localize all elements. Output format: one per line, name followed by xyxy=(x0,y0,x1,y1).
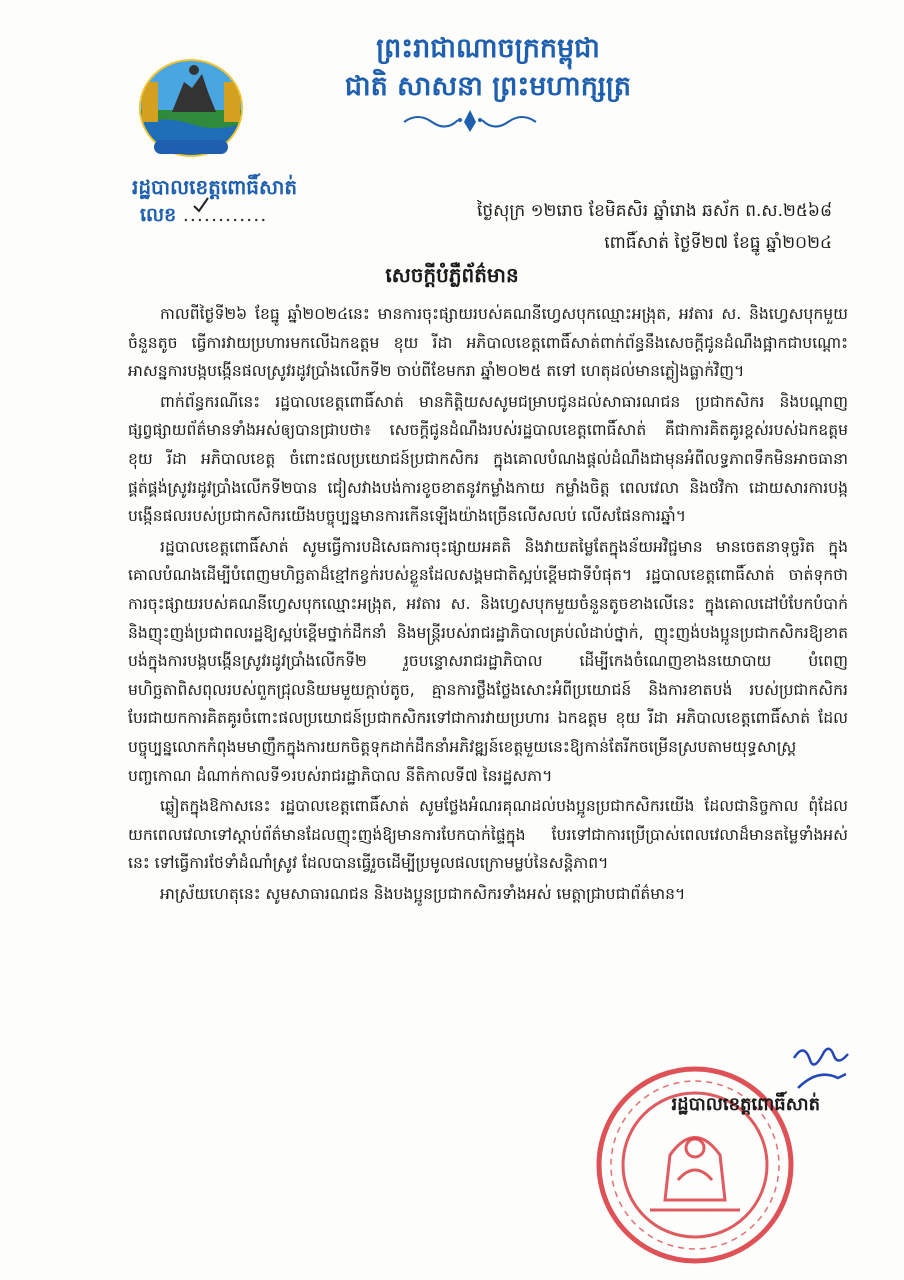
document-body xyxy=(128,300,848,910)
kingdom-line-1: ព្រះរាជាណាចក្រកម្ពុជា xyxy=(376,33,600,64)
paragraph-5: អាស្រ័យហេតុនេះ សូមសាធារណជន និងបងប្អូនប្រជាកសិករទាំងអស់ មេត្តាជ្រាបជាព័ត៌មាន។ xyxy=(160,884,686,903)
paragraph-2: ពាក់ព័ន្ធករណីនេះ រដ្ឋបាលខេត្តពោធិ៍សាត់ មានកិត្តិយសសូមជម្រាបជូនដល់សាធារណជន ប្រជាកសិករ និងបណ្តាញផ្សព្វផ្សាយព័ត៌មានទាំងអស់ឲ្យបានជ្រាបថា៖ សេចក្តីជូនដំណឹងរបស់រដ្ឋបាលខេត្តពោធិ៍សាត់ គឺជាការគិតគូរខ្ពស់របស់ឯកឧត្តម ខុយ រីដា អភិបាលខេត្ត ចំពោះផលប្រយោជន៍ប្រជាកសិករ ក្នុងគោលបំណងផ្តល់ដំណឹងជាមុនអំពីលទ្ធភាពទឹកមិនអាចធានាផ្គត់ផ្គង់ស្រូវរដូវប្រាំងលើកទី២បាន ជៀសវាងបង់ការខូចខាតនូវកម្លាំងកាយ កម្លាំងចិត្ត ពេលវេលា និងថវិកា ដោយសារការបង្កបង្កើនផលរបស់ប្រជាកសិករយើងបច្ចុប្បន្នមានការកើនឡើងយ៉ាងច្រើនលើសលប់ លើសផែនការឆ្នាំ។ xyxy=(128,392,848,526)
paragraph-4: ឆ្លៀតក្នុងឱកាសនេះ រដ្ឋបាលខេត្តពោធិ៍សាត់ សូមថ្លែងអំណរគុណដល់បងប្អូនប្រជាកសិករយើង ដែលជានិច្ចកាល ពុំដែលយកពេលវេលាទៅស្តាប់ព័ត៌មានដែលញុះញង់ឱ្យមានការបែកបាក់ផ្ទៃក្នុង បែរទៅជាការប្រើប្រាស់ពេលវេលាដ៏មានតម្លៃទាំងអស់នេះ ទៅធ្វើការថែទាំដំណាំស្រូវ ដែលបានធ្វើរួចដើម្បីប្រមូលផលក្រោមម្លប់នៃសន្តិភាព។ xyxy=(128,797,848,873)
kingdom-heading xyxy=(318,30,658,106)
reference-dots: ............ xyxy=(182,204,268,226)
paragraph-3: រដ្ឋបាលខេត្តពោធិ៍សាត់ សូមធ្វើការបដិសេធការចុះផ្សាយអគតិ និងវាយតម្លៃតែក្នុងន័យអវិជ្ជមាន មានចេតនាទុច្ចរិត ក្នុងគោលបំណងដើម្បីបំពេញមហិច្ឆតាដ៏ខ្មៅកខ្វក់របស់ខ្លួនដែលសង្គមជាតិស្អប់ខ្ពើមជាទីបំផុត។ រដ្ឋបាលខេត្តពោធិ៍សាត់ ចាត់ទុកថាការចុះផ្សាយរបស់គណនីហ្វេសបុកឈ្មោះអង្រុត, អវតារ ស. និងហ្វេសបុកមួយចំនួនតូចខាងលើនេះ ក្នុងគោលដៅបំបែកបំបាក់ និងញុះញង់ប្រជាពលរដ្ឋឱ្យស្អប់ខ្ពើមថ្នាក់ដឹកនាំ និងមន្ត្រីរបស់រាជរដ្ឋាភិបាលគ្រប់លំដាប់ថ្នាក់, ញុះញង់បងប្អូនប្រជាកសិករឱ្យខាតបង់ក្នុងការបង្កបង្កើនស្រូវរដូវប្រាំងលើកទី២ រួចបន្ទោសរាជរដ្ឋាភិបាល ដើម្បីកេងចំណេញខាងនយោបាយ បំពេញមហិច្ឆតាពិសពុលរបស់ពួកជ្រុលនិយមមួយក្តាប់តូច, គ្មានការថ្លឹងថ្លែងសោះអំពីប្រយោជន៍ និងការខាតបង់ របស់ប្រជាកសិករ បែរជាយកការគិតគូរចំពោះផលប្រយោជន៍ប្រជាកសិករទៅជាការវាយប្រហារ ឯកឧត្តម ខុយ រីដា អភិបាលខេត្តពោធិ៍សាត់ ដែលបច្ចុប្បន្នលោកកំពុងមមាញឹកក្នុងការយកចិត្តទុកដាក់ដឹកនាំអភិវឌ្ឍន៍ខេត្តមួយនេះឱ្យកាន់តែរីកចម្រើនស្របតាមយុទ្ធសាស្ត្របញ្ចកោណ ដំណាក់កាលទី១របស់រាជរដ្ឋាភិបាល នីតិកាលទី៧ នៃរដ្ឋសភា។ xyxy=(128,537,848,785)
province-administration: រដ្ឋបាលខេត្តពោធិ៍សាត់ xyxy=(132,175,298,199)
handwritten-signature-icon xyxy=(788,1038,852,1102)
provincial-emblem-icon xyxy=(132,52,250,160)
paragraph-1: កាលពីថ្ងៃទី២៦ ខែធ្នូ ឆ្នាំ២០២៤នេះ មានការចុះផ្សាយរបស់គណនីហ្វេសបុកឈ្មោះអង្រុត, អវតារ ស. និងហ្វេសបុកមួយចំនួនតូច ធ្វើការវាយប្រហារមកលើឯកឧត្តម ខុយ រីដា អភិបាលខេត្តពោធិ៍សាត់ពាក់ព័ន្ធនឹងសេចក្តីជូនដំណឹងផ្អាកជាបណ្តោះអាសន្នការបង្កបង្កើនផលស្រូវរដូវប្រាំងលើកទី២ ចាប់ពីខែមករា ឆ្នាំ២០២៥ តទៅ ហេតុដល់មានភ្លៀងធ្លាក់វិញ។ xyxy=(128,305,848,381)
checkmark-icon xyxy=(192,196,210,214)
royal-ornament-icon xyxy=(400,108,540,134)
signing-organization: រដ្ឋបាលខេត្តពោធិ៍សាត់ xyxy=(671,1094,820,1115)
reference-label: លេខ xyxy=(140,204,177,226)
document-title: សេចក្តីបំភ្លឺព័ត៌មាន xyxy=(385,263,519,287)
date-lunar: ថ្ងៃសុក្រ ១២រោច ខែមិគសិរ ឆ្នាំរោង ឆស័ក ព.ស.២៥៦៨ xyxy=(477,201,832,221)
date-solar: ពោធិ៍សាត់ ថ្ងៃទី២៧ ខែធ្នូ ឆ្នាំ២០២៤ xyxy=(604,233,832,253)
kingdom-line-2: ជាតិ សាសនា ព្រះមហាក្សត្រ xyxy=(344,71,632,102)
